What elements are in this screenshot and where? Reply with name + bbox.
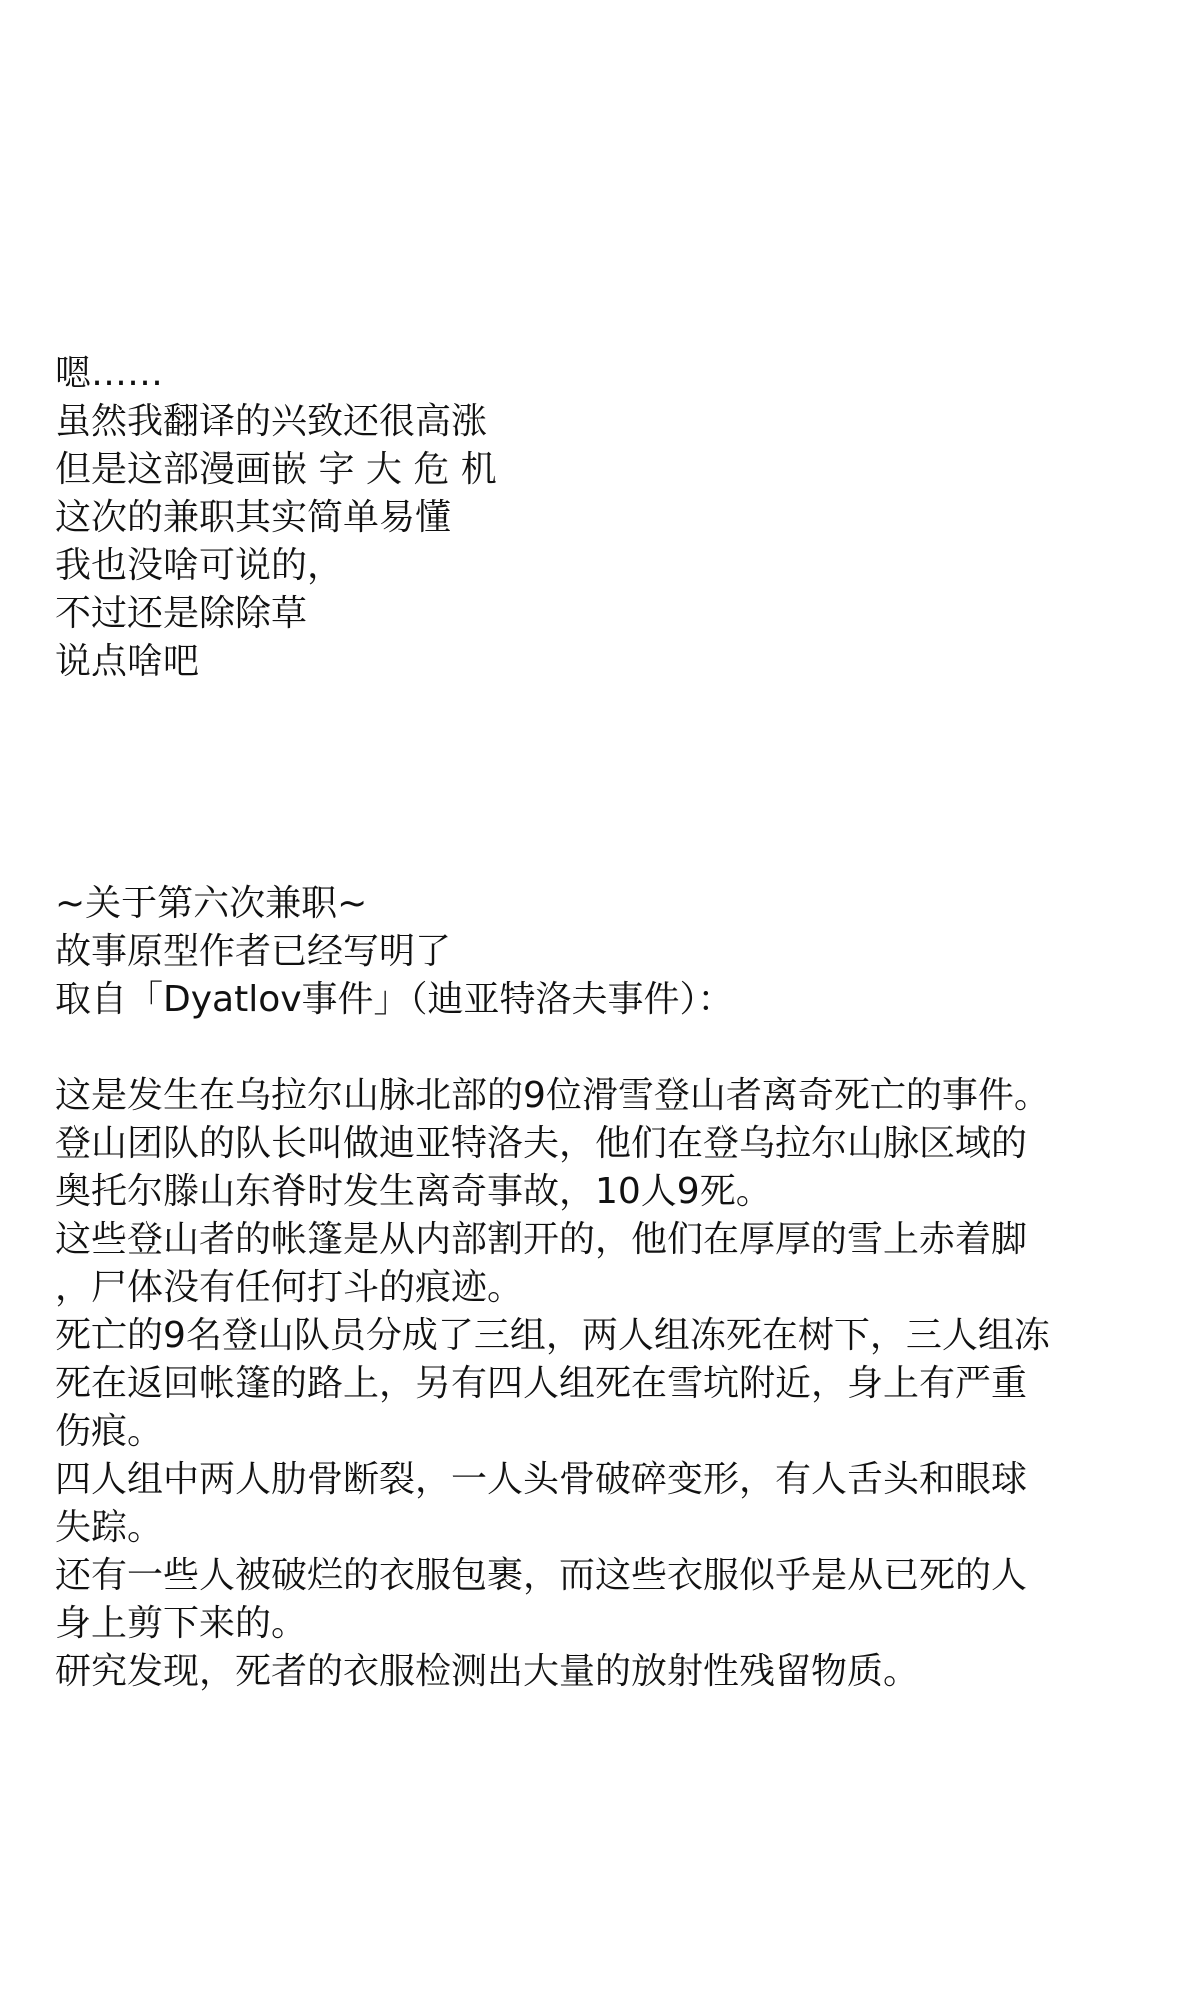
body-line: 登山团队的队长叫做迪亚特洛夫，他们在登乌拉尔山脉区域的 [55, 1123, 1028, 1164]
body-line: 死在返回帐篷的路上，另有四人组死在雪坑附近，身上有严重 [55, 1363, 1028, 1404]
body-line: 还有一些人被破烂的衣服包裹，而这些衣服似乎是从已死的人 [55, 1555, 1028, 1596]
section-block [55, 880, 1160, 1024]
body-line: 死亡的9名登山队员分成了三组，两人组冻死在树下，三人组冻 [55, 1315, 1050, 1356]
body-line: 失踪。 [55, 1507, 164, 1548]
intro-line: 嗯…… [55, 353, 164, 394]
intro-line: 但是这部漫画嵌 字 大 危 机 [55, 449, 497, 490]
section-heading: ~关于第六次兼职~ [55, 883, 368, 924]
body-line: 研究发现，死者的衣服检测出大量的放射性残留物质。 [55, 1651, 920, 1692]
intro-text-block [55, 350, 1160, 686]
intro-line: 说点啥吧 [55, 641, 200, 682]
section-line: 故事原型作者已经写明了 [55, 931, 452, 972]
intro-line: 虽然我翻译的兴致还很高涨 [55, 401, 488, 442]
body-line: 这些登山者的帐篷是从内部割开的，他们在厚厚的雪上赤着脚 [55, 1219, 1028, 1260]
body-line: 伤痕。 [55, 1411, 164, 1452]
intro-line: 这次的兼职其实简单易懂 [55, 497, 452, 538]
body-line: 四人组中两人肋骨断裂，一人头骨破碎变形，有人舌头和眼球 [55, 1459, 1028, 1500]
intro-line: 不过还是除除草 [55, 593, 308, 634]
body-line: ，尸体没有任何打斗的痕迹。 [55, 1267, 524, 1308]
intro-line: 我也没啥可说的， [55, 545, 344, 586]
body-line: 身上剪下来的。 [55, 1603, 308, 1644]
body-line: 奥托尔滕山东脊时发生离奇事故，10人9死。 [55, 1171, 772, 1212]
body-line: 这是发生在乌拉尔山脉北部的9位滑雪登山者离奇死亡的事件。 [55, 1075, 1050, 1116]
story-description-block [55, 1072, 1160, 1696]
section-line: 取自「Dyatlov事件」（迪亚特洛夫事件）： [55, 979, 734, 1020]
